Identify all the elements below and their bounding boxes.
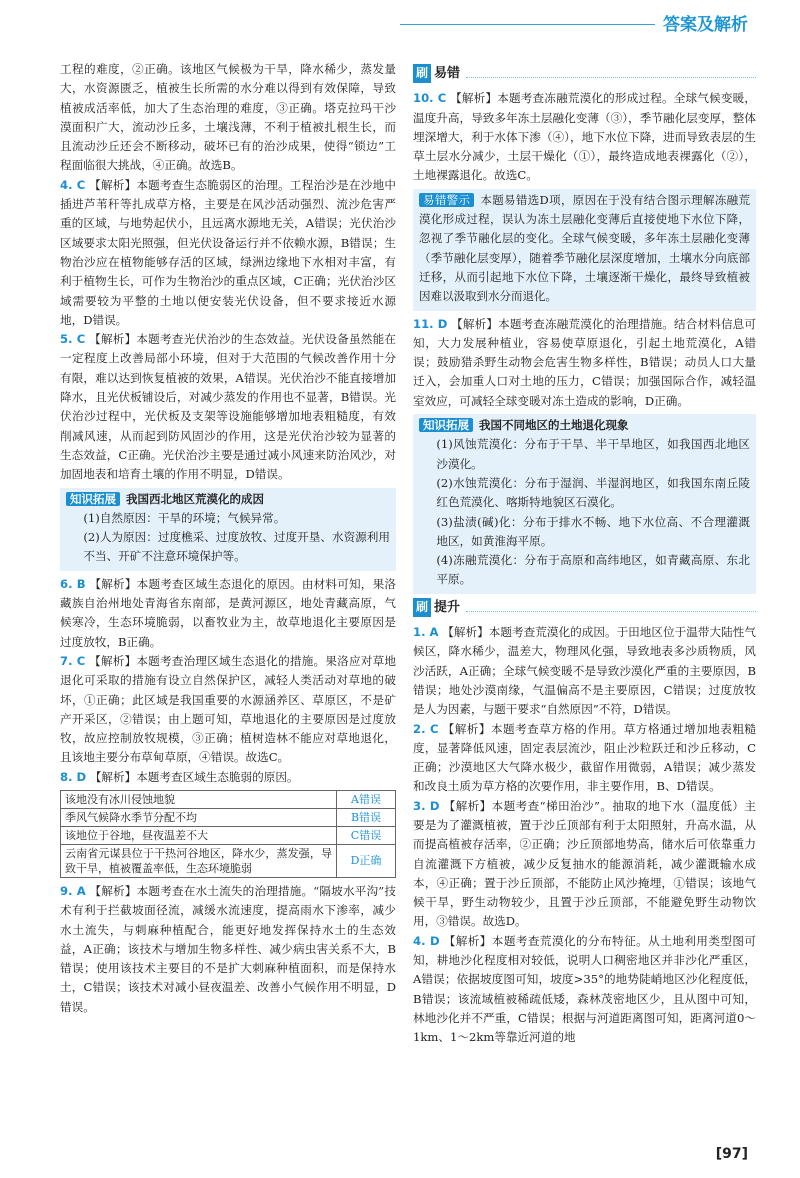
right-column	[413, 60, 756, 1048]
info-box-tag: 知识拓展	[419, 418, 473, 432]
table-cell-verdict: B错误	[337, 808, 396, 826]
answer-item	[413, 932, 756, 1048]
reason-table	[60, 790, 396, 878]
info-box	[60, 488, 396, 571]
section-tag: 刷	[413, 598, 431, 617]
page-number: [97]	[715, 1146, 748, 1162]
info-box	[413, 189, 756, 311]
answer-number: 8. D	[60, 769, 87, 784]
info-box-line: (4)冻融荒漠化：分布于高原和高纬地区，如青藏高原、东北平原。	[436, 553, 750, 587]
answer-number: 3. D	[413, 798, 440, 813]
answer-text: 【解析】本题考查在水土流失的治理措施。“隔坡水平沟”技术有利于拦截坡面径流，减缓水流速度，提高雨水下渗率，减少水土流失，与刺麻种植配合，能更好地发挥保持水土的生态效益，A正确；该技术与增加生物多样性、减少病虫害关系不大，B错误；使用该技术主要目的不是扩大刺麻种植面积，而是保持水土，C错误；该技术对减小昼夜温差、改善小气候作用不明显，D错误。	[60, 883, 396, 1014]
answer-item	[60, 176, 396, 330]
answer-number: 4. D	[413, 933, 440, 948]
answer-number: 5. C	[60, 332, 86, 347]
answer-number: 1. A	[413, 625, 439, 640]
answer-item	[60, 882, 396, 1017]
table-cell-verdict: C错误	[337, 826, 396, 844]
answer-text: 【解析】本题考查区域生态退化的原因。由材料可知，果洛藏族自治州地处青海省东南部，是黄河源区，地处青藏高原，气候寒冷，生态环境脆弱，以畜牧业为主，故草地退化主要原因是过度放牧，B正确。	[60, 576, 396, 649]
info-box-title: 我国不同地区的土地退化现象	[479, 418, 629, 433]
section-tag: 刷	[413, 64, 431, 83]
info-box-tag: 易错警示	[419, 193, 474, 207]
info-box-title: 我国西北地区荒漠化的成因	[126, 491, 264, 506]
info-box-line: (1)自然原因：干旱的环境；气候异常。	[83, 510, 286, 525]
info-box-line: (1)风蚀荒漠化：分布于干旱、半干旱地区，如我国西北地区沙漠化。	[436, 437, 750, 471]
page-header-title: 答案及解析	[655, 10, 748, 35]
answer-text: 【解析】本题考查“梯田治沙”。抽取的地下水（温度低）主要是为了灌溉植被，置于沙丘顶部有利于太阳照射，升高水温，从而提高植被存活率，②正确；沙丘顶部地势高，储水后可依靠重力自流灌溉下方植被，减少反复抽水的能源消耗，减少灌溉输水成本，④正确；置于沙丘顶部，不能防止风沙掩埋，①错误；该地气候干旱，野生动物较少，且置于沙丘顶部，不能避免野生动物饮用，③错误。故选D。	[413, 798, 756, 929]
answer-number: 11. D	[413, 316, 448, 331]
answer-text: 【解析】本题考查光伏治沙的生态效益。光伏设备虽然能在一定程度上改善局部小环境，但对于大范围的气候改善作用十分有限，难以达到恢复植被的效果，A错误。光伏治沙不能直接增加降水，且光伏板铺设后，对减少蒸发的作用也不显著，B错误。光伏治沙过程中，光伏板及支架等设施能够增加地表粗糙度，有效削减风速，从而起到防风固沙的作用，这是光伏治沙较为显著的生态效益，C正确。光伏治沙主要是通过减小风速来防治风沙，对加固地表和培育土壤的作用不明显，D错误。	[60, 332, 396, 482]
info-box-head	[419, 191, 750, 307]
section-heading	[413, 598, 756, 617]
table-cell-verdict: A错误	[337, 790, 396, 808]
answer-text: 【解析】本题考查生态脆弱区的治理。工程治沙是在沙地中插进芦苇秆等扎成草方格，主要是在风沙活动强烈、流沙危害严重的区域，与地势起伏小，且远离水源地无关，A错误；光伏治沙区域要求太阳光照强，但光伏设备运行并不依赖水源，B错误；生物治沙应在植物能够存活的区域，绿洲边缘地下水相对丰富，有利于植物生长，可作为生物治沙的重点区域，C正确；光伏治沙区域需要较为平整的土地以便安装光伏设备，但不要求接近水源地，D错误。	[60, 177, 396, 327]
table-row	[61, 808, 396, 826]
info-box-head	[419, 416, 750, 435]
answer-text: 【解析】本题考查冻融荒漠化的治理措施。结合材料信息可知，大力发展种植业，容易使草原退化，引起土地荒漠化，A错误；鼓励猎杀野生动物会危害生物多样性，B错误；动员人口大量迁入，会加重人口对土地的压力，C错误；加强国际合作，减轻温室效应，可减轻全球变暖对冻土造成的影响，D正确。	[413, 316, 757, 408]
answer-item	[60, 768, 396, 787]
table-row	[61, 826, 396, 844]
answer-text: 【解析】本题考查草方格的作用。草方格通过增加地表粗糙度，显著降低风速，固定表层流沙，阻止沙粒跃迁和沙丘移动，C正确；沙漠地区大气降水极少，截留作用微弱，A错误；减少蒸发和改良土质为草方格的次要作用，非主要作用，B、D错误。	[413, 721, 756, 794]
info-box	[413, 414, 756, 594]
info-box-line: (3)盐渍(碱)化：分布于排水不畅、地下水位高、不合理灌溉地区，如黄淮海平原。	[436, 514, 750, 548]
answer-number: 2. C	[413, 721, 439, 736]
answer-number: 4. C	[60, 177, 86, 192]
body-paragraph	[60, 60, 396, 176]
answer-item	[60, 330, 396, 484]
answer-item	[413, 623, 756, 719]
answer-text: 【解析】本题考查区域生态脆弱的原因。	[86, 769, 299, 784]
table-row	[61, 790, 396, 808]
info-box-tag: 知识拓展	[66, 492, 120, 506]
answer-number: 6. B	[60, 576, 86, 591]
answer-item	[413, 89, 756, 185]
section-title: 提升	[434, 599, 461, 615]
left-column	[60, 60, 396, 1017]
answer-number: 7. C	[60, 653, 86, 668]
info-box-line: 本题易错选D项，原因在于没有结合图示理解冻融荒漠化形成过程，误认为冻土层融化变薄后直接使地下水位下降，忽视了季节融化层的变化。全球气候变暖，多年冻土层融化变薄（季节融化层变厚），随着季节融化层深度增加，土壤水分向底部迁移，从而引起地下水位下降，土壤逐渐干燥化，最终导致植被因难以汲取到水分而退化。	[419, 192, 751, 304]
answer-text: 【解析】本题考查荒漠化的分布特征。从土地利用类型图可知，耕地沙化程度相对较低，说明人口稠密地区并非沙化严重区，A错误；依据坡度图可知，坡度>35°的地势陡峭地区沙化程度低，B错误；该流域植被稀疏低矮，森林茂密地区少，且从图中可知，林地沙化并不严重，C错误；根据与河道距离图可知，距离河道0～1km、1～2km等靠近河道的地	[413, 933, 757, 1045]
answer-item	[413, 797, 756, 932]
info-box-line: (2)水蚀荒漠化：分布于湿润、半湿润地区，如我国东南丘陵红色荒漠化、喀斯特地貌区石漠化。	[436, 475, 750, 510]
section-rule	[466, 603, 756, 612]
answer-item	[413, 720, 756, 797]
section-heading	[413, 64, 756, 83]
paragraph-text: 工程的难度，②正确。该地区气候极为干旱，降水稀少，蒸发量大，水资源匮乏，植被生长所需的水分难以得到有效保障，导致植被成活率低，加大了生态治理的难度，③正确。塔克拉玛干沙漠面积广大，流动沙丘多，土壤浅薄，不利于植被扎根生长，而且流动沙丘还会不断移动，破坏已有的治沙成果，使得“锁边”工程面临很大挑战，④正确。故选B。	[60, 62, 396, 173]
answer-number: 9. A	[60, 883, 86, 898]
section-title: 易错	[434, 66, 461, 81]
info-box-line: (2)人为原因：过度樵采、过度放牧、过度开垦、水资源利用不当、开矿不注意环境保护等。	[83, 530, 390, 564]
answer-text: 【解析】本题考查治理区域生态退化的措施。果洛应对草地退化可采取的措施有设立自然保护区，减轻人类活动对草地的破坏，①正确；此区域是我国重要的水源涵养区、草原区，不是矿产开采区，②错误；由上题可知，草地退化的主要原因是过度放牧，故应控制放牧规模，③正确；植树造林不能应对草地退化，且该地主要分布草甸草原，④错误。故选C。	[60, 653, 396, 765]
answer-text: 【解析】本题考查荒漠化的成因。于田地区位于温带大陆性气候区，降水稀少，温差大，物理风化强，导致地表多沙质物质，风沙活跃，A正确；全球气候变暖不是导致沙漠化严重的主要原因，B错误；地处沙漠南缘，气温偏高不是主要原因，C错误；过度放牧是人为因素，与题干要求“自然原因”不符，D错误。	[413, 625, 757, 717]
answer-item	[413, 315, 756, 411]
answer-item	[60, 652, 396, 768]
table-row	[61, 844, 396, 877]
table-cell-reason: 季风气候降水季节分配不均	[61, 808, 337, 826]
table-cell-reason: 该地没有冰川侵蚀地貌	[61, 790, 337, 808]
info-box-head	[66, 490, 390, 509]
table-cell-verdict: D正确	[337, 844, 396, 877]
table-cell-reason: 该地位于谷地，昼夜温差不大	[61, 826, 337, 844]
answer-item	[60, 575, 396, 652]
answer-number: 10. C	[413, 91, 447, 106]
section-rule	[466, 69, 756, 78]
answer-text: 【解析】本题考查冻融荒漠化的形成过程。全球气候变暖，温度升高，导致多年冻土层融化变薄（③），季节融化层变厚，整体埋深增大，利于水体下渗（④），地下水位下降，进而导致表层的生草土层水分减少，土层干燥化（①），最终造成地表裸露化（②），土地裸露退化。故选C。	[413, 91, 756, 183]
table-cell-reason: 云南省元谋县位于干热河谷地区，降水少，蒸发强，导致干旱，植被覆盖率低，生态环境脆弱	[61, 844, 337, 877]
